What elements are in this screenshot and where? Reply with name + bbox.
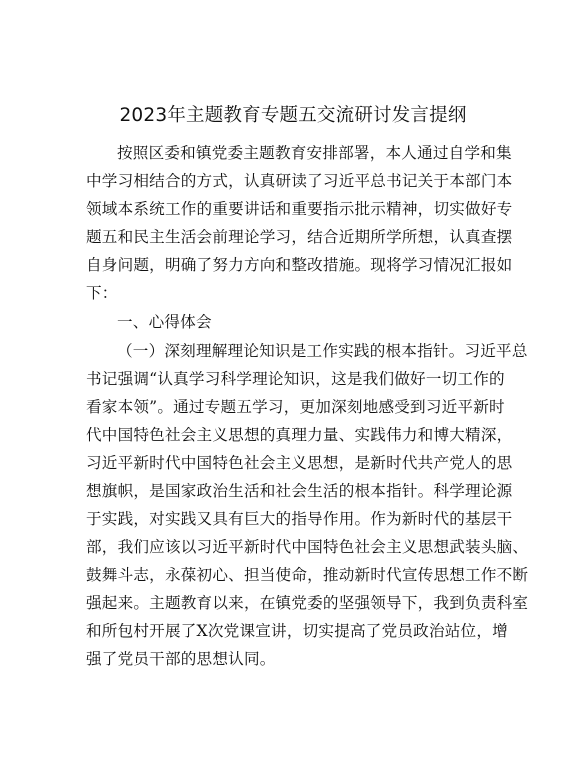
paragraph-line: 强起来。主题教育以来，在镇党委的坚强领导下，我到负责科室 [86,594,529,612]
paragraph-line: 下： [86,284,118,302]
paragraph-line: 看家本领”。通过专题五学习，更加深刻地感受到习近平新时 [86,398,505,416]
paragraph-line: 于实践，对实践又具有巨大的指导作用。作为新时代的基层干 [86,510,513,528]
paragraph-line: 代中国特色社会主义思想的真理力量、实践伟力和博大精深， [86,426,513,444]
paragraph-line: 和所包村开展了X次党课宣讲，切实提高了党员政治站位，增 [86,622,508,640]
document-title: 2023年主题教育专题五交流研讨发言提纲 [119,105,467,126]
section-heading: 一、心得体会 [117,313,212,331]
paragraph-line: 书记强调“认真学习科学理论知识，这是我们做好一切工作的 [86,370,505,388]
paragraph-line: 题五和民主生活会前理论学习，结合近期所学所想，认真查摆 [86,228,513,246]
paragraph-line: 想旗帜，是国家政治生活和社会生活的根本指针。科学理论源 [86,482,513,500]
paragraph-line: 强了党员干部的思想认同。 [86,650,276,668]
paragraph-line: 中学习相结合的方式，认真研读了习近平总书记关于本部门本 [86,172,513,190]
paragraph-line: 鼓舞斗志，永葆初心、担当使命，推动新时代宣传思想工作不断 [86,566,529,584]
paragraph-line: 部，我们应该以习近平新时代中国特色社会主义思想武装头脑、 [86,538,529,556]
paragraph-line: 按照区委和镇党委主题教育安排部署，本人通过自学和集 [117,144,512,162]
paragraph-line: （一）深刻理解理论知识是工作实践的根本指针。习近平总 [117,342,528,360]
paragraph-line: 领域本系统工作的重要讲话和重要指示批示精神，切实做好专 [86,200,513,218]
paragraph-line: 自身问题，明确了努力方向和整改措施。现将学习情况汇报如 [86,256,513,274]
paragraph-line: 习近平新时代中国特色社会主义思想，是新时代共产党人的思 [86,454,513,472]
